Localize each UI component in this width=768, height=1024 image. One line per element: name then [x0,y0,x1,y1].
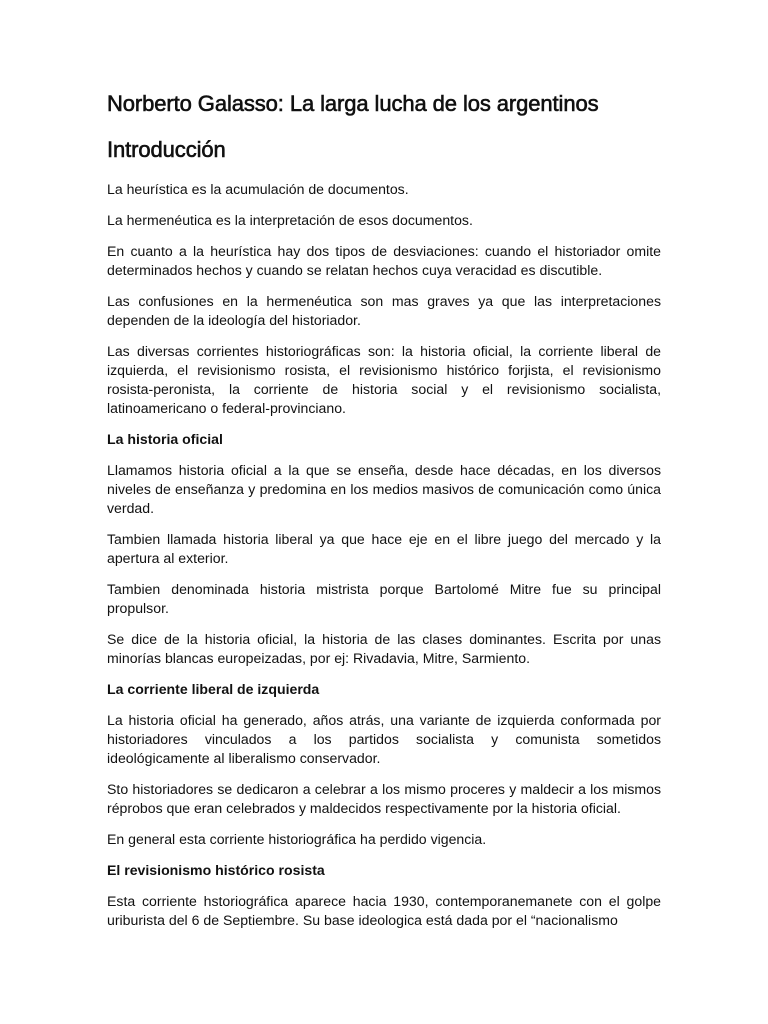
paragraph: Tambien llamada historia liberal ya que hace eje en el libre juego del mercado y la apertura al exterior. [107,531,661,566]
paragraph: En cuanto a la heurística hay dos tipos de desviaciones: cuando el historiador omite determinados hechos y cuando se relatan hechos cuya veracidad es discutible. [107,243,661,278]
paragraph: Las confusiones en la hermenéutica son mas graves ya que las interpretaciones dependen de la ideología del historiador. [107,293,661,328]
subheading-revisionismo-rosista: El revisionismo histórico rosista [107,862,325,878]
paragraph: Llamamos historia oficial a la que se enseña, desde hace décadas, en los diversos niveles de enseñanza y predomina en los medios masivos de comunicación como única verdad. [107,462,661,516]
paragraph: La heurística es la acumulación de documentos. [107,181,409,197]
section-heading-introduccion: Introducción [107,137,226,162]
paragraph: La historia oficial ha generado, años atrás, una variante de izquierda conformada por historiadores vinculados a los partidos socialista y comunista sometidos ideológicamente al liberalismo conservador. [107,712,661,766]
paragraph: En general esta corriente historiográfica ha perdido vigencia. [107,831,487,847]
paragraph: Tambien denominada historia mistrista porque Bartolomé Mitre fue su principal propulsor. [107,581,661,616]
subheading-historia-oficial: La historia oficial [107,431,223,447]
document-title: Norberto Galasso: La larga lucha de los argentinos [107,91,599,116]
subheading-corriente-liberal: La corriente liberal de izquierda [107,681,320,697]
paragraph: Sto historiadores se dedicaron a celebrar a los mismo proceres y maldecir a los mismos réprobos que eran celebrados y maldecidos respectivamente por la historia oficial. [107,781,661,816]
paragraph: La hermenéutica es la interpretación de esos documentos. [107,212,473,228]
paragraph: Las diversas corrientes historiográficas son: la historia oficial, la corriente liberal de izquierda, el revisionismo rosista, el revisionismo histórico forjista, el revisionismo rosista-peronista, la corriente de historia social y el revisionismo socialista, latinoamericano o federal-provinciano. [107,343,661,416]
paragraph: Esta corriente hstoriográfica aparece hacia 1930, contemporanemanete con el golpe uriburista del 6 de Septiembre. Su base ideologica está dada por el “nacionalismo [107,893,661,928]
paragraph: Se dice de la historia oficial, la historia de las clases dominantes. Escrita por unas minorías blancas europeizadas, por ej: Rivadavia, Mitre, Sarmiento. [107,631,661,666]
